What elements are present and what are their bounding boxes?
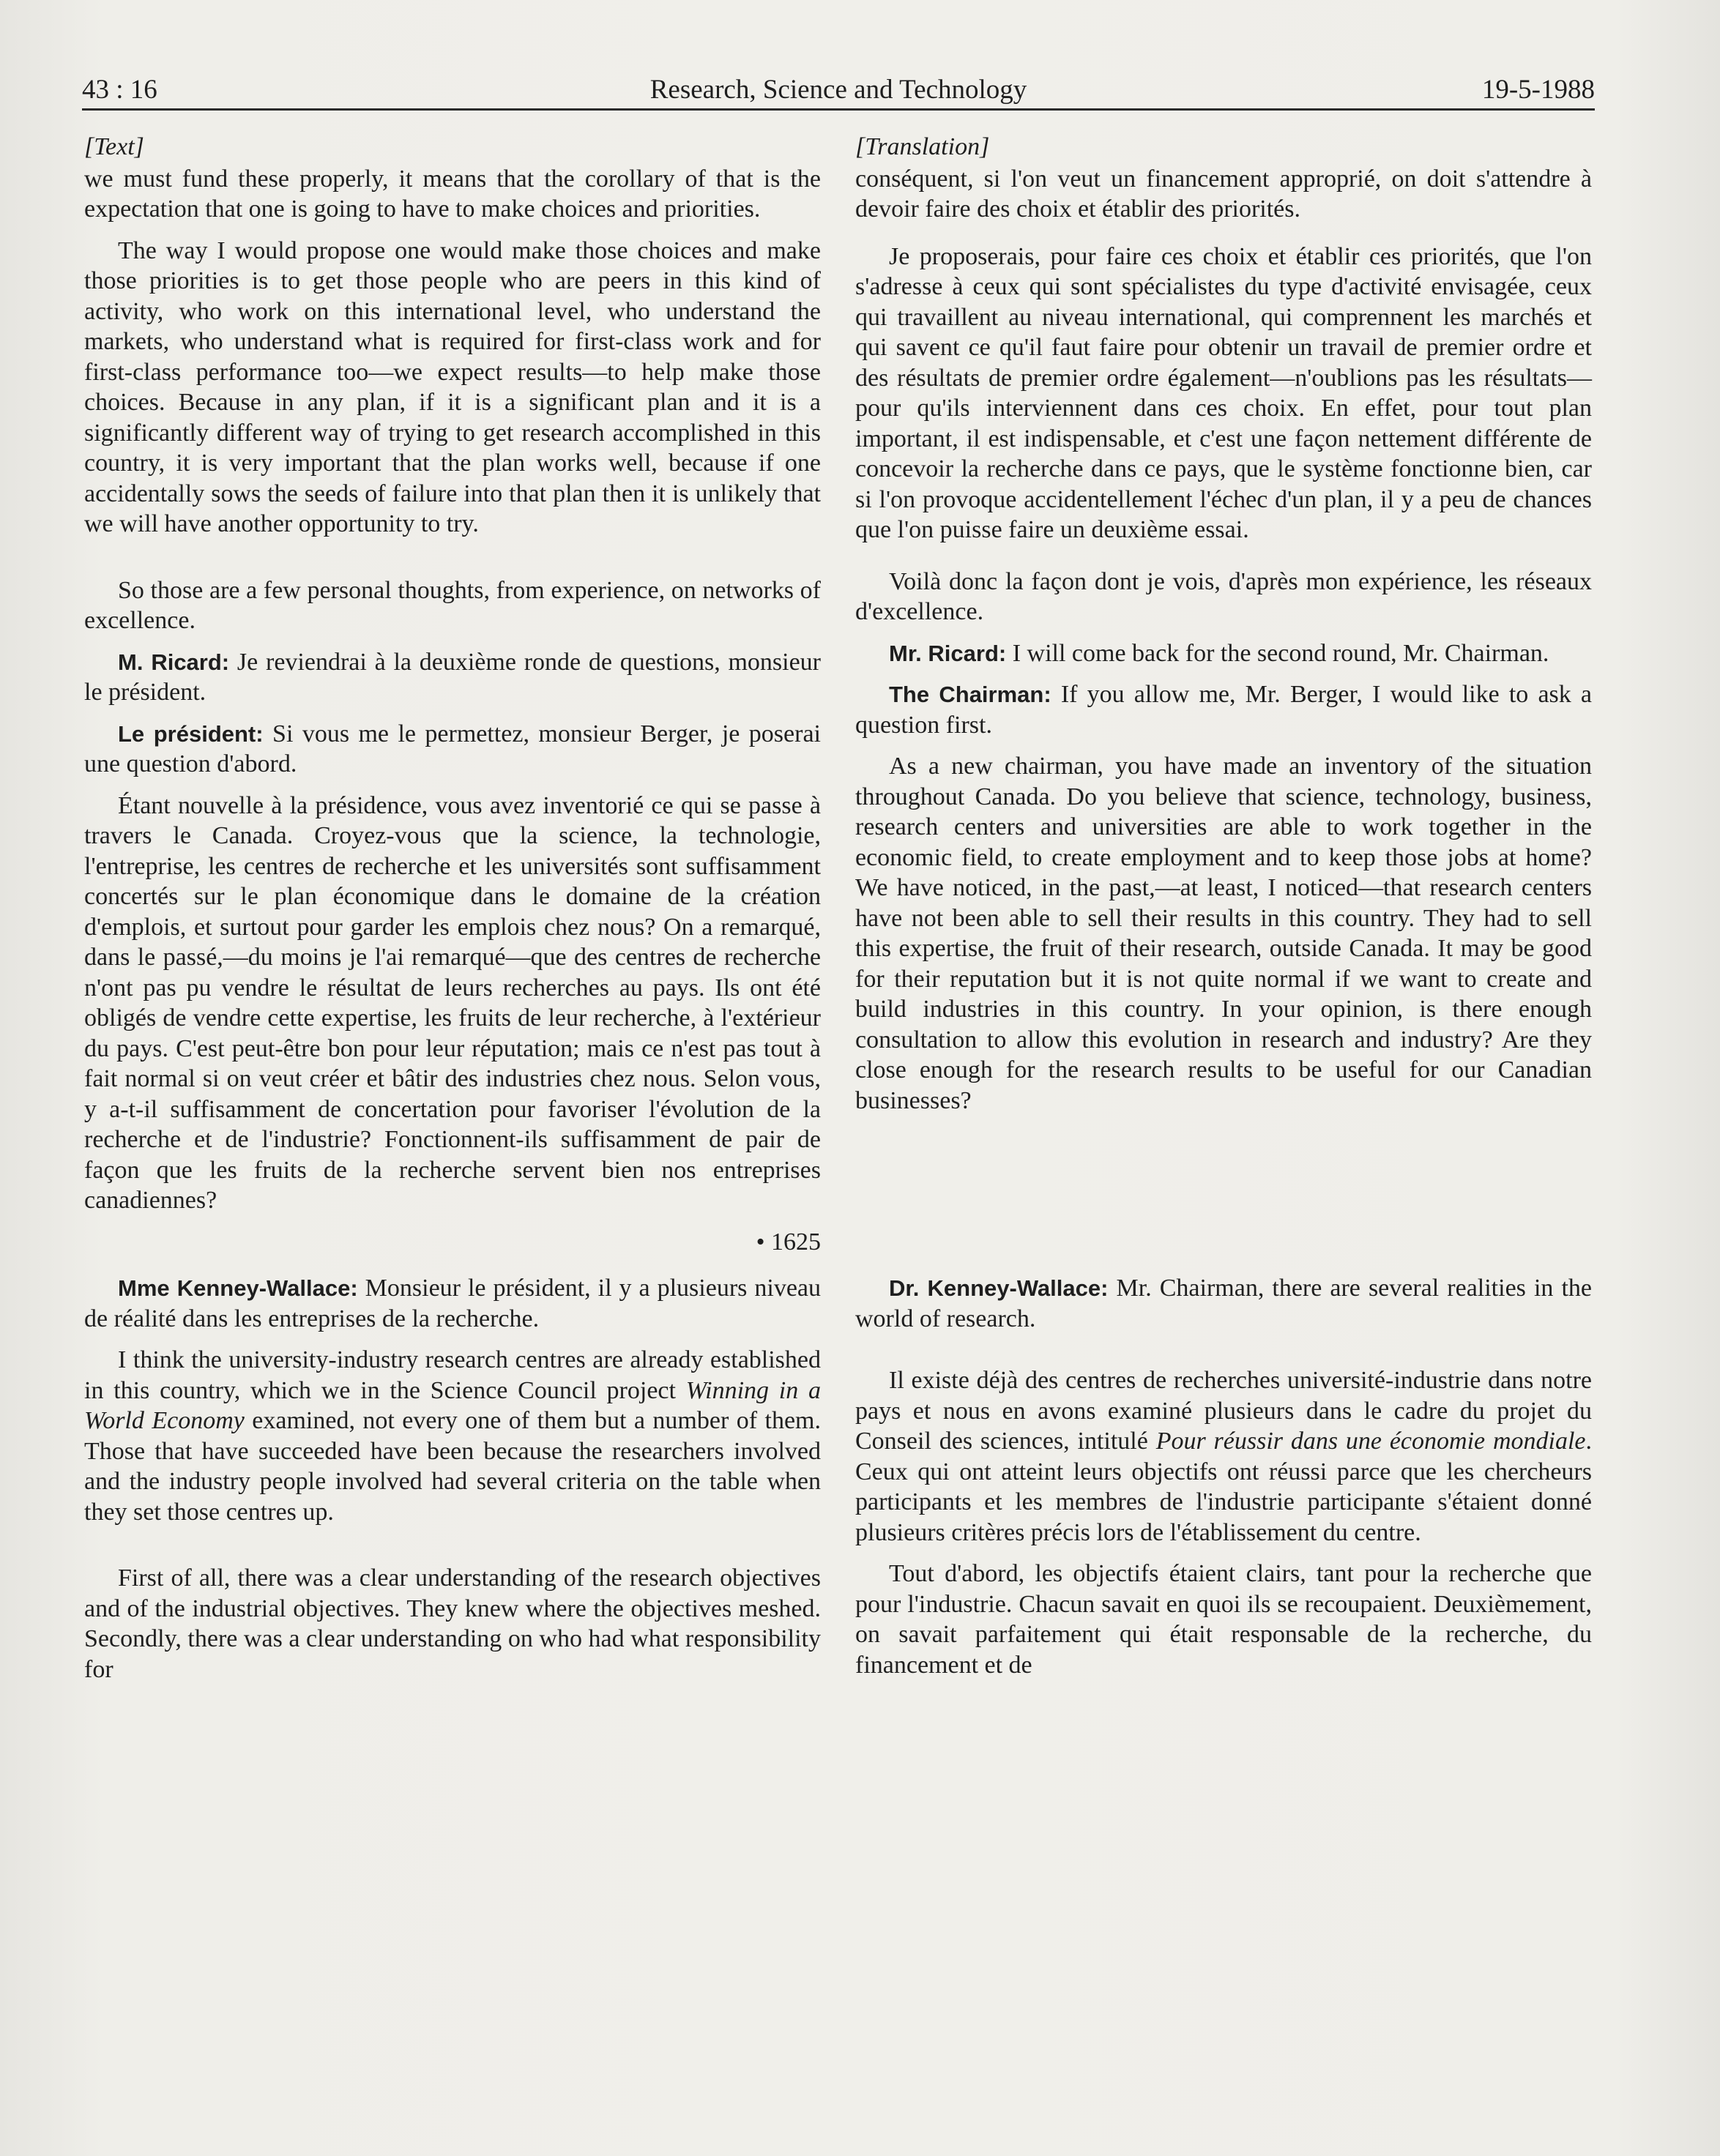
spacer xyxy=(855,1127,1592,1273)
paragraph: Étant nouvelle à la présidence, vous avez inventorié ce qui se passe à travers le Canada. Croyez-vous que la science, la technologie, l'entreprise, les centres de recherche et les universités sont suffisamment concertés sur le plan économique dans le domaine de la création d'emplois, et surtout pour garder les emplois chez nous? On a remarqué, dans le passé,—du moins je l'ai remarqué—que des centres de recherche n'ont pas pu vendre le résultat de leurs recherches au pays. Ils ont été obligés de vendre cette expertise, les fruits de leur recherche, à l'extérieur du pays. C'est peut-être bon pour leur réputation; mais ce n'est pas tout à fait normal si on veut créer et bâtir des industries chez nous. Selon vous, y a-t-il suffisamment de concertation pour favoriser l'évolution de la recherche et de l'industrie? Fonctionnent-ils suffisamment de pair de façon que les fruits de la recherche servent bien nos entreprises canadiennes? xyxy=(84,791,821,1214)
spacer xyxy=(84,1538,821,1563)
speech-paragraph xyxy=(84,647,821,708)
paragraph: Voilà donc la façon dont je vois, d'après mon expérience, les réseaux d'excellence. xyxy=(855,567,1592,625)
speech-text: Monsieur le président, il y a plusieurs niveau de réalité dans les entreprises de la recherche. xyxy=(84,1275,821,1332)
spacer xyxy=(84,551,821,575)
paragraph: Je proposerais, pour faire ces choix et établir ces priorités, que l'on s'adresse à ceux qui sont spécialistes du type d'activité envisagée, ceux qui travaillent au niveau international, qui comprennent les marchés et qui savent ce qu'il faut faire pour obtenir un travail de premier ordre et des résultats de premier ordre également—n'oublions pas les résultats—pour qu'ils interviennent dans ces choix. En effet, pour tout plan important, il est indispensable, et c'est une façon nettement différente de concevoir la recherche dans ce pays, que le système fonctionne bien, car si l'on provoque accidentellement l'échec d'un plan, il y a peu de chances que l'on puisse faire un deuxième essai. xyxy=(855,242,1592,543)
paragraph: First of all, there was a clear understanding of the research objectives and of the industrial objectives. They knew where the objectives meshed. Secondly, there was a clear understanding on who had what responsibility for xyxy=(84,1564,821,1683)
column-label: [Text] xyxy=(84,133,144,160)
project-title: Pour réussir dans une économie mondiale xyxy=(1155,1428,1586,1455)
paragraph xyxy=(855,1365,1592,1548)
spacer xyxy=(855,1345,1592,1365)
paragraph: Tout d'abord, les objectifs étaient clairs, tant pour la recherche que pour l'industrie. Chacun savait en quoi ils se recoupaient. Deuxièmement, on savait parfaitement qui était responsable de la recherche, du financement et de xyxy=(855,1560,1592,1679)
running-title: Research, Science and Technology xyxy=(649,75,1027,105)
speaker-name: Le président: xyxy=(118,720,264,747)
speaker-name: Dr. Kenney-Wallace: xyxy=(889,1275,1109,1301)
spacer xyxy=(855,236,1592,242)
text-run: . Ceux qui ont atteint leurs objectifs ont réussi parce que les chercheurs participants et les membres de l'industrie participante s'étaient donné plusieurs critères précis lors de l'établissement du centre. xyxy=(855,1428,1592,1546)
text-run: Il existe déjà des centres de recherches université-industrie dans notre pays et nous en avons examiné plusieurs dans le cadre du projet du Conseil des sciences, intitulé xyxy=(855,1367,1592,1455)
speech-text: Mr. Chairman, there are several realities in the world of research. xyxy=(855,1275,1592,1332)
speech-paragraph xyxy=(855,638,1592,669)
speech-paragraph xyxy=(84,719,821,780)
column-label: [Translation] xyxy=(855,133,990,160)
timestamp: • 1625 xyxy=(756,1228,821,1256)
spacer xyxy=(855,556,1592,567)
paragraph: we must fund these properly, it means that the corollary of that is the expectation that one is going to have to make choices and priorities. xyxy=(84,165,821,223)
text-run: I think the university-industry research centres are already established in this country, which we in the Science Council project xyxy=(84,1346,821,1404)
speaker-name: The Chairman: xyxy=(889,682,1051,707)
left-column-english xyxy=(84,132,821,2035)
page-header xyxy=(82,72,1595,108)
paragraph: As a new chairman, you have made an inventory of the situation throughout Canada. Do you believe that science, technology, business, research centers and universities are able to work together in the economic field, to create employment and to keep those jobs at home? We have noticed, in the past,—at least, I noticed—that research centers have not been able to sell their results in this country. They had to sell this expertise, the fruit of their research, outside Canada. It may be good for their reputation but it is not quite normal if we want to create and build industries in this country. In your opinion, is there enough consultation to allow this evolution in research and industry? Are they close enough for the research results to be useful for our Canadian businesses? xyxy=(855,753,1592,1114)
speech-paragraph xyxy=(855,679,1592,740)
speech-paragraph xyxy=(84,1273,821,1334)
speech-text: If you allow me, Mr. Berger, I would like to ask a question first. xyxy=(855,681,1593,739)
right-column-french xyxy=(855,132,1592,2035)
speech-paragraph xyxy=(855,1273,1592,1334)
speaker-name: M. Ricard: xyxy=(118,649,230,675)
speaker-name: Mme Kenney-Wallace: xyxy=(118,1275,358,1301)
project-title: Winning in a World Economy xyxy=(84,1376,822,1434)
speaker-name: Mr. Ricard: xyxy=(889,640,1007,666)
header-date: 19-5-1988 xyxy=(1481,75,1595,105)
text-run: examined, not every one of them but a number of them. Those that have succeeded have been because the researchers involved and the industry people involved had several criteria on the table when they set those centres up. xyxy=(84,1407,821,1526)
header-rule xyxy=(82,108,1595,111)
speech-text: Je reviendrai à la deuxième ronde de questions, monsieur le président. xyxy=(84,648,821,706)
paragraph: So those are a few personal thoughts, from experience, on networks of excellence. xyxy=(84,576,821,634)
paragraph: conséquent, si l'on veut un financement approprié, on doit s'attendre à devoir faire des choix et établir des priorités. xyxy=(855,165,1592,223)
paragraph: The way I would propose one would make those choices and make those priorities is to get those people who are peers in this kind of activity, who work on this international level, who understand the markets, who understand what is required for first-class work and for first-class performance too—we expect results—to help make those choices. Because in any plan, if it is a significant plan and it is a significantly different way of trying to get research accomplished in this country, it is very important that the plan works well, because if one accidentally sows the seeds of failure into that plan then it is unlikely that we will have another opportunity to try. xyxy=(84,236,821,537)
speech-text: Si vous me le permettez, monsieur Berger, je poserai une question d'abord. xyxy=(84,720,821,777)
paragraph xyxy=(84,1345,821,1527)
page-number: 43 : 16 xyxy=(82,75,157,105)
speech-text: I will come back for the second round, Mr. Chairman. xyxy=(1006,639,1549,667)
